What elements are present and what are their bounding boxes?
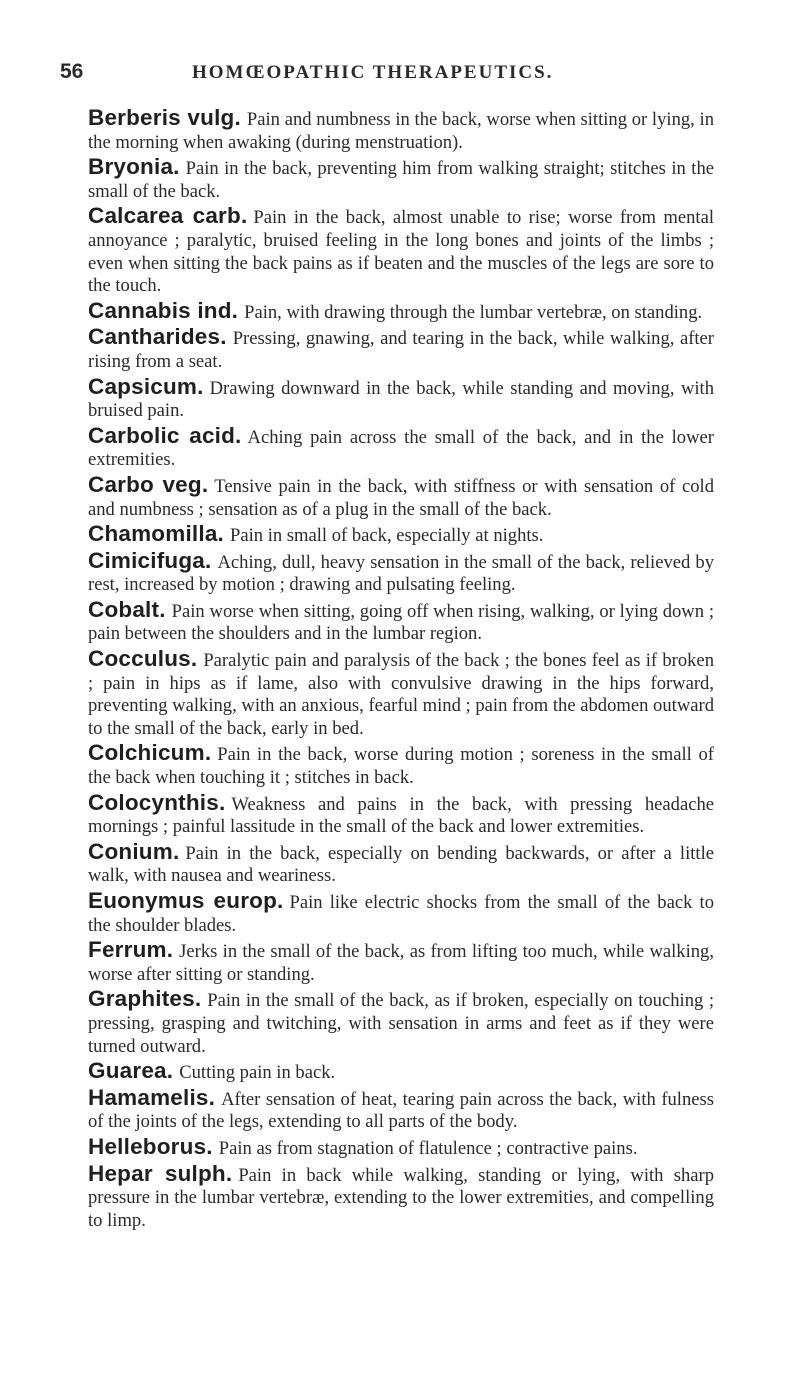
remedy-name: Euonymus europ. — [88, 888, 284, 913]
remedy-list — [88, 107, 714, 1234]
page-number: 56 — [60, 60, 84, 83]
remedy-description: Weakness and pains in the back, with pressing headache mornings ; painful lassitude in the small of the back and lower extremities. — [88, 793, 714, 838]
remedy-entry-cobalt — [88, 596, 714, 646]
remedy-description: Pain in back while walking, standing or lying, with sharp pressure in the lumbar vertebræ, extending to the lower extremities, and compelling to limp. — [88, 1164, 714, 1231]
remedy-description: Pain and numbness in the back, worse when sitting or lying, in the morning when awaking (during menstruation). — [88, 109, 714, 153]
remedy-description: Pressing, gnawing, and tearing in the back, while walking, after rising from a seat. — [88, 328, 714, 372]
remedy-description: Pain as from stagnation of flatulence ; contractive pains. — [218, 1137, 638, 1159]
remedy-entry-hamamelis — [88, 1084, 714, 1134]
remedy-description: Pain in the back, almost unable to rise; worse from mental annoyance ; paralytic, bruised feeling in the long bones and joints of the limbs ; even when sitting the back pains as if beaten and the muscles of the legs are sore to the touch. — [88, 207, 714, 297]
remedy-name: Berberis vulg. — [88, 105, 241, 130]
remedy-description: Pain in the small of the back, as if broken, especially on touching ; pressing, grasping and twitching, with sensation in arms and feet as if they were turned outward. — [88, 990, 714, 1057]
remedy-entry-hepar-sulph — [88, 1160, 714, 1233]
remedy-description: Cutting pain in back. — [179, 1062, 336, 1084]
remedy-description: Paralytic pain and paralysis of the back ; the bones feel as if broken ; pain in hips as if lame, also with convulsive drawing in the hips forward, preventing walking, with an anxious, fearful mind ; pain from the abdomen outward to the small of the back, early in bed. — [88, 650, 714, 739]
remedy-name: Cobalt. — [88, 596, 166, 622]
remedy-entry-cantharides — [88, 326, 714, 373]
remedy-description: Pain in small of back, especially at nights. — [229, 525, 544, 547]
remedy-name: Graphites. — [88, 986, 202, 1012]
remedy-entry-cocculus — [88, 648, 714, 740]
remedy-name: Helleborus. — [88, 1133, 213, 1159]
remedy-description: Tensive pain in the back, with stiffness or with sensation of cold and numbness ; sensation as of a plug in the small of the back. — [88, 475, 714, 520]
remedy-name: Capsicum. — [88, 373, 204, 399]
remedy-entry-chamomilla — [88, 523, 714, 548]
remedy-entry-helleborus — [88, 1133, 714, 1161]
remedy-entry-carbo-veg — [88, 471, 714, 521]
remedy-name: Ferrum. — [88, 937, 174, 963]
remedy-entry-guarea — [88, 1060, 714, 1085]
remedy-name: Guarea. — [88, 1058, 174, 1084]
remedy-name: Calcarea carb. — [88, 203, 248, 229]
remedy-description: Pain in the back, preventing him from walking straight; stitches in the small of the back. — [88, 158, 714, 202]
remedy-name: Cantharides. — [88, 324, 227, 350]
remedy-description: After sensation of heat, tearing pain across the back, with fulness of the joints of the legs, extending to all parts of the body. — [88, 1088, 714, 1133]
remedy-name: Cocculus. — [88, 646, 198, 672]
remedy-entry-berberis — [88, 107, 714, 154]
remedy-name: Cannabis ind. — [88, 297, 239, 323]
remedy-description: Pain like electric shocks from the small of the back to the shoulder blades. — [88, 892, 714, 936]
running-head — [60, 60, 740, 90]
remedy-entry-euonymus — [88, 890, 714, 937]
remedy-name: Chamomilla. — [88, 521, 224, 547]
remedy-entry-colocynthis — [88, 789, 714, 839]
remedy-description: Drawing downward in the back, while standing and moving, with bruised pain. — [88, 377, 714, 422]
remedy-description: Pain in the back, worse during motion ; soreness in the small of the back when touching it ; stitches in back. — [88, 744, 714, 789]
remedy-description: Pain worse when sitting, going off when rising, walking, or lying down ; pain between the shoulders and in the lumbar region. — [88, 600, 714, 645]
remedy-entry-bryonia — [88, 156, 714, 203]
remedy-name: Cimicifuga. — [88, 547, 212, 573]
remedy-entry-carbolic-acid — [88, 422, 714, 472]
remedy-entry-colchicum — [88, 742, 714, 789]
remedy-description: Pain in the back, especially on bending backwards, or after a little walk, with nausea and weariness. — [88, 842, 714, 887]
remedy-name: Colocynthis. — [88, 789, 226, 815]
remedy-description: Jerks in the small of the back, as from lifting too much, while walking, worse after sitting or standing. — [88, 941, 714, 985]
remedy-description: Aching, dull, heavy sensation in the small of the back, relieved by rest, increased by motion ; drawing and pulsating feeling. — [88, 551, 714, 596]
remedy-name: Colchicum. — [88, 740, 212, 766]
remedy-entry-conium — [88, 838, 714, 888]
remedy-name: Hepar sulph. — [88, 1160, 233, 1186]
remedy-entry-calcarea — [88, 205, 714, 297]
running-title: HOMŒOPATHIC THERAPEUTICS. — [192, 62, 554, 83]
remedy-name: Carbo veg. — [88, 471, 209, 497]
remedy-entry-cannabis — [88, 297, 714, 325]
remedy-entry-capsicum — [88, 373, 714, 423]
remedy-entry-graphites — [88, 988, 714, 1058]
remedy-name: Conium. — [88, 838, 180, 864]
remedy-entry-cimicifuga — [88, 547, 714, 597]
remedy-description: Aching pain across the small of the back, and in the lower extremities. — [88, 426, 714, 471]
remedy-name: Carbolic acid. — [88, 422, 242, 448]
remedy-entry-ferrum — [88, 939, 714, 986]
remedy-description: Pain, with drawing through the lumbar vertebræ, on standing. — [244, 301, 703, 323]
remedy-name: Bryonia. — [88, 154, 180, 180]
remedy-name: Hamamelis. — [88, 1084, 216, 1110]
